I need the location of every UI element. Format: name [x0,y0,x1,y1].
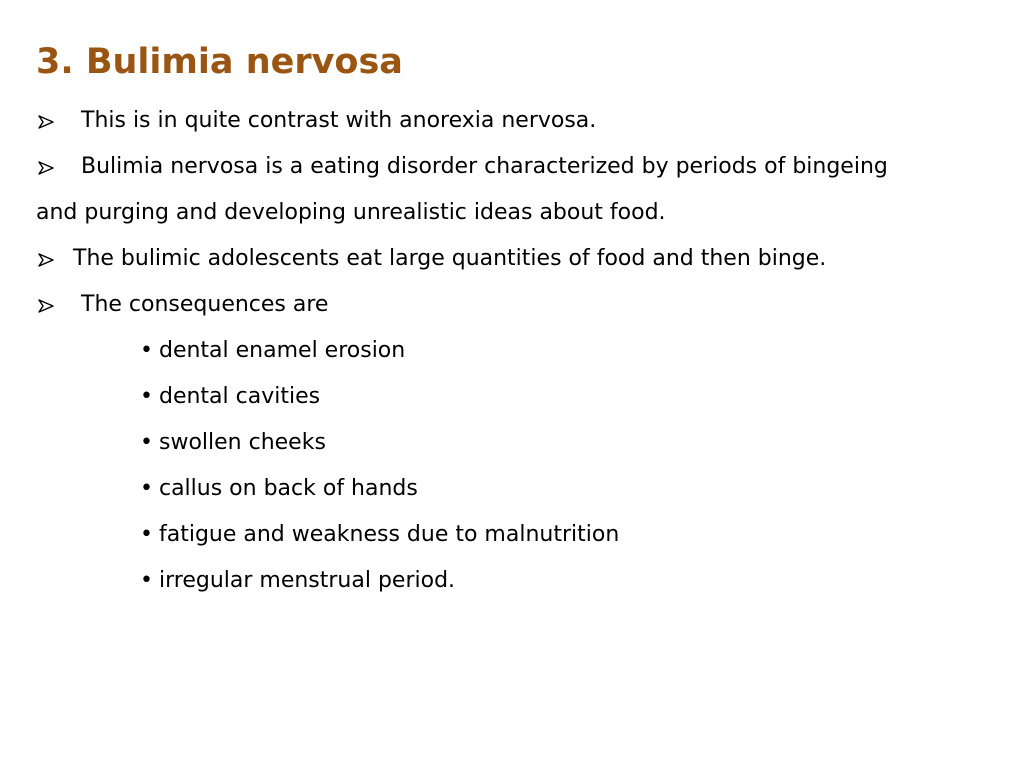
bullet-point-2-continuation: and purging and developing unrealistic ideas about food. [36,200,666,225]
slide-title: 3. Bulimia nervosa [36,42,403,82]
consequence-text: callus on back of hands [158,476,418,501]
bullet-dot: • [140,430,153,455]
bullet-dot: • [140,568,153,593]
consequence-item [140,520,619,550]
bullet-dot: • [140,338,153,363]
consequence-text: dental enamel erosion [158,338,406,363]
consequence-item [140,474,418,504]
bullet-point-4-text: The consequences are [81,292,329,317]
bullet-point-2-text: Bulimia nervosa is a eating disorder characterized by periods of bingeing [81,154,888,179]
bullet-dot: • [140,384,153,409]
consequence-item [140,382,320,412]
consequence-item [140,336,405,366]
consequence-text: irregular menstrual period. [158,568,456,593]
bullet-dot: • [140,476,153,501]
consequence-text: dental cavities [158,384,321,409]
consequence-text: fatigue and weakness due to malnutrition [158,522,620,547]
consequence-text: swollen cheeks [158,430,326,455]
consequence-item [140,566,455,596]
bullet-point-1-text: This is in quite contrast with anorexia nervosa. [81,108,597,133]
bullet-dot: • [140,522,153,547]
bullet-point-3-text: The bulimic adolescents eat large quantities of food and then binge. [73,246,827,271]
consequence-item [140,428,326,458]
